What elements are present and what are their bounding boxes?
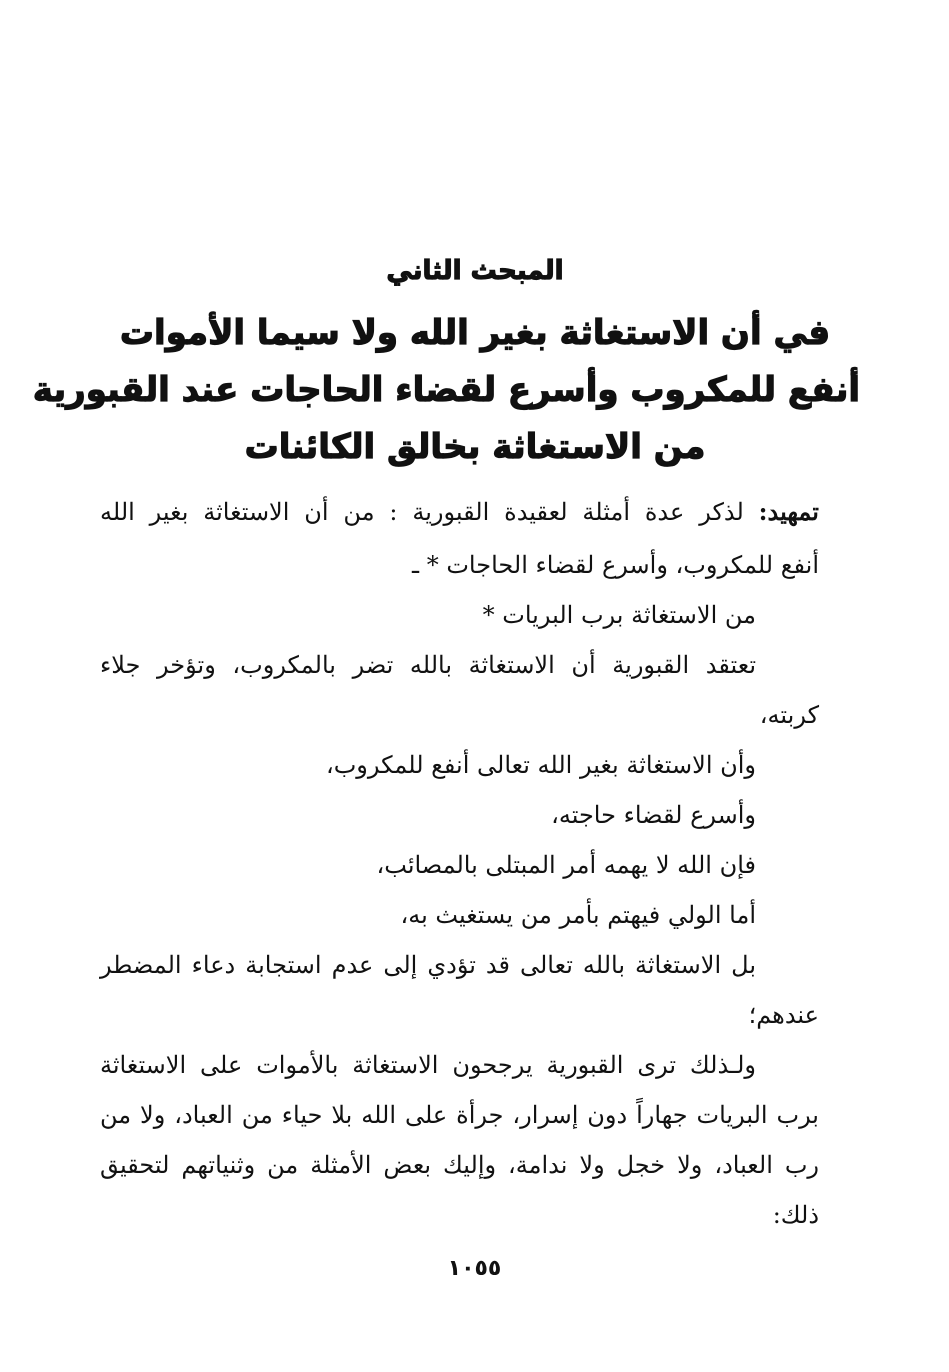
paragraph-line-11: عندهم؛ <box>748 1001 819 1029</box>
intro-lead: تمهيد: <box>758 497 819 526</box>
paragraph-line-15: ذلك: <box>772 1201 819 1229</box>
section-title-line-3: من الاستغاثة بخالق الكائنات <box>244 427 706 467</box>
paragraph-line-8: فإن الله لا يهمه أمر المبتلى بالمصائب، <box>376 851 756 879</box>
paragraph-line-6: وأن الاستغاثة بغير الله تعالى أنفع للمكروب، <box>325 751 756 779</box>
intro-text: لذكر عدة أمثلة لعقيدة القبورية : من أن الاستغاثة بغير الله <box>100 498 744 526</box>
paragraph-line-14: رب العباد، ولا خجل ولا ندامة، وإليك بعض الأمثلة من وثنياتهم لتحقيق <box>100 1151 819 1179</box>
section-title-line-2: أنفع للمكروب وأسرع لقضاء الحاجات عند القبورية <box>32 370 860 410</box>
paragraph-line-7: وأسرع لقضاء حاجته، <box>551 801 756 829</box>
paragraph-line-12: ولـذلك ترى القبورية يرجحون الاستغاثة بالأموات على الاستغاثة <box>100 1051 756 1079</box>
paragraph-line-3: من الاستغاثة برب البريات * <box>482 601 756 629</box>
paragraph-line-5: كربته، <box>759 701 819 729</box>
paragraph-line-4: تعتقد القبورية أن الاستغاثة بالله تضر بالمكروب، وتؤخر جلاء <box>100 651 756 679</box>
section-title-line-1: في أن الاستغاثة بغير الله ولا سيما الأموات <box>119 313 831 353</box>
paragraph-line-10: بل الاستغاثة بالله تعالى قد تؤدي إلى عدم استجابة دعاء المضطر <box>100 951 756 979</box>
section-subtitle: المبحث الثاني <box>386 256 564 286</box>
paragraph-line-13: برب البريات جهاراً دون إسرار، جرأة على الله بلا حياء من العباد، ولا من <box>100 1101 819 1129</box>
page-number: ١٠٥٥ <box>447 1256 502 1281</box>
paragraph-line-9: أما الولي فيهتم بأمر من يستغيث به، <box>400 901 756 929</box>
paragraph-line-2: أنفع للمكروب، وأسرع لقضاء الحاجات * ـ <box>412 551 819 579</box>
paragraph-line-1 <box>100 497 819 526</box>
